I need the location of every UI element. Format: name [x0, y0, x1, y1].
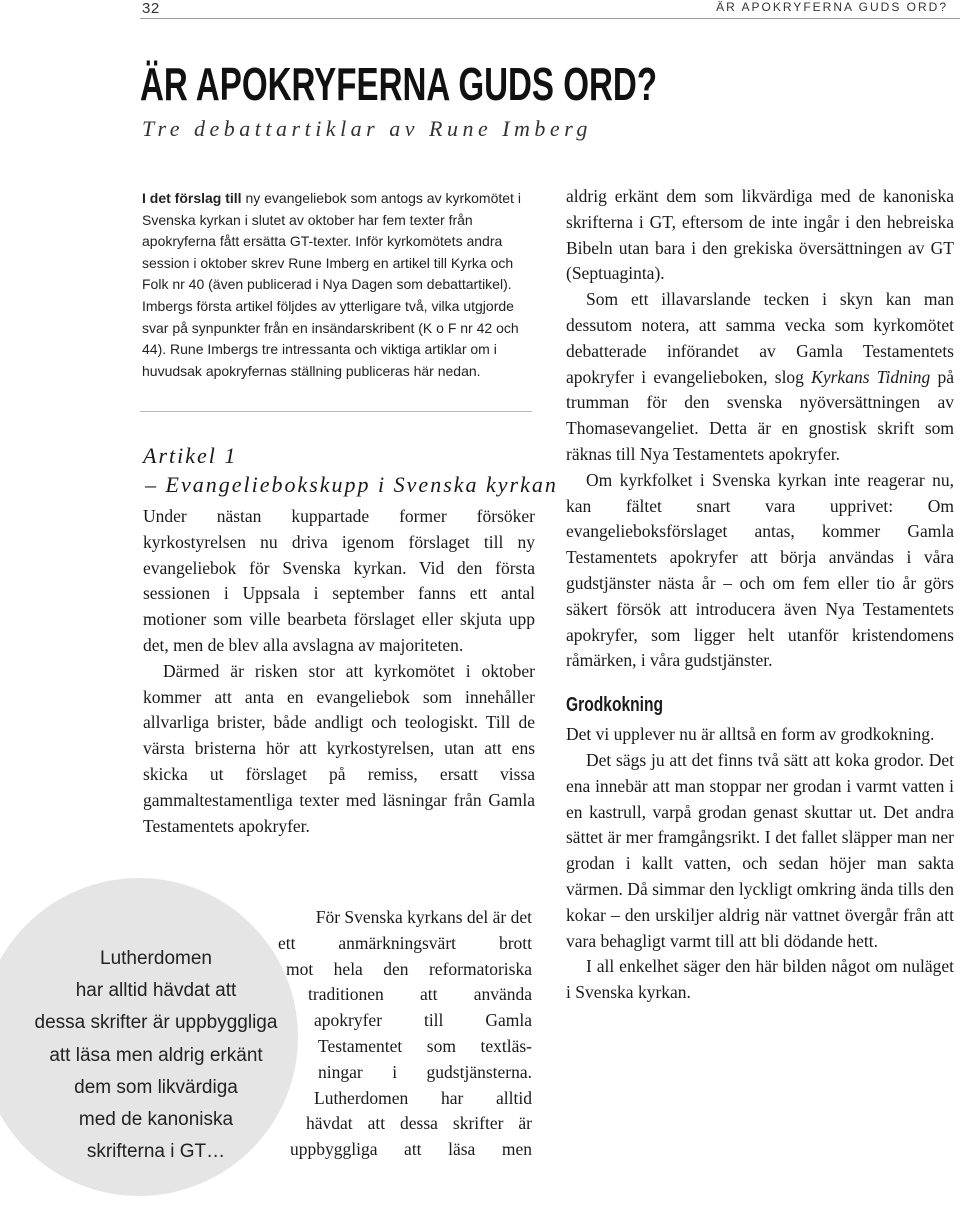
subtitle: Tre debattartiklar av Rune Imberg — [142, 116, 592, 141]
body-paragraph: I all enkelhet säger den här bilden något om nuläget i Svenska kyrkan. — [566, 956, 954, 1003]
text-run: på trumman för den svenska nyöversättningen av Thomasevangeliet. Detta är en gnostisk skrift som räknas till Nya Testamentets apokryfer. — [566, 366, 954, 464]
section-divider — [140, 411, 532, 412]
intro-lead: I det förslag till — [142, 190, 242, 206]
running-title: ÄR APOKRYFERNA GUDS ORD? — [716, 0, 948, 14]
article-column-1 — [143, 504, 535, 839]
intro-paragraph — [142, 188, 534, 382]
body-paragraph: Under nästan kuppartade former försöker kyrkostyrelsen nu driva igenom förslaget till ny evangeliebok för Svenska kyrkan. Vid den första sessionen i Uppsala i september fanns ett antal motioner som ville bearbeta förslaget eller skjuta upp det, men de blev alla avslagna av majoriteten. — [143, 506, 535, 655]
body-paragraph: Det sägs ju att det finns två sätt att koka grodor. Det ena innebär att man stoppar ner grodan i varmt vatten i en kastrull, varpå grodan genast skuttar ut. Det andra sättet är mer framgångsrikt. I det fallet släpper man ner grodan i kallt vatten, och sedan höjer man sakta värmen. Då simmar den lyckligt omkring ända tills den kokar – den urskiljer aldrig när vattnet övergår från att vara behagligt varmt till att bli dödande hett. — [566, 749, 954, 951]
body-paragraph — [566, 287, 954, 468]
intro-text: ny evangeliebok som antogs av kyrkomötet i Svenska kyrkan i slutet av oktober har fem texter från apokryferna fått ersätta GT-texter. Inför kyrkomötets andra session i oktober skrev Rune Imberg en artikel till Kyrka och Folk nr 40 (även publicerad i Nya Dagen som debattartikel). Imbergs första artikel följdes av ytterligare två, vilka utgjorde svar på synpunkter från en insändarskribent (K o F nr 42 och 44). Rune Imbergs tre intressanta och viktiga artiklar om i huvudsak apokryfernas ställning publiceras här nedan. — [142, 190, 521, 379]
text-line: ningar i gudstjänsterna. — [318, 1061, 532, 1082]
text-run: Som ett illavarslande tecken i skyn kan man dessutom notera, att samma vecka som kyrkomötet debatterade införandet av Gamla Testamentets apokryfer i evangelieboken, slog — [566, 289, 954, 387]
pull-quote-line: med de kanoniska — [78, 1109, 234, 1131]
text-line: apokryfer till Gamla — [314, 1010, 532, 1031]
pull-quote-line: skrifterna i GT… — [86, 1141, 226, 1163]
text-line: Lutherdomen har alltid — [314, 1087, 532, 1108]
page-number: 32 — [142, 0, 160, 17]
article-number: Artikel 1 — [143, 443, 238, 468]
section-heading: Grodkokning — [566, 694, 664, 717]
text-line: hävdat att dessa skrifter är — [306, 1113, 532, 1134]
body-paragraph: Därmed är risken stor att kyrkomötet i oktober kommer att anta en evangeliebok som innehåller allvarliga brister, både andligt och teologiskt. Till de värsta bristerna hör att kyrkostyrelsen, utan att ens skicka ut förslaget på remiss, ersatt vissa gammaltestamentliga texter med läsningar från Gamla Testamentets apokryfer. — [143, 660, 535, 836]
pull-quote-line: dessa skrifter är uppbyggliga — [34, 1012, 278, 1034]
pull-quote — [16, 943, 296, 1168]
body-paragraph: aldrig erkänt dem som likvärdiga med de kanoniska skrifterna i GT, eftersom de inte ingår i den hebreiska Bibeln utan bara i den grekiska översättningen av GT (Septuaginta). — [566, 186, 954, 284]
article-column-2 — [566, 184, 954, 1006]
publication-name: Kyrkans Tidning — [811, 366, 931, 387]
pull-quote-line: Lutherdomen — [100, 948, 212, 969]
pull-quote-line: att läsa men aldrig erkänt — [49, 1044, 263, 1066]
page-title: ÄR APOKRYFERNA GUDS ORD? — [140, 58, 658, 110]
text-line: Testamentet som textläs- — [318, 1035, 532, 1056]
pull-quote-line: har alltid hävdat att — [75, 980, 237, 1002]
article-column-1-tail — [260, 905, 532, 1163]
header-rule — [140, 18, 960, 19]
body-paragraph: Det vi upplever nu är alltså en form av grodkokning. — [566, 724, 935, 745]
body-paragraph: Om kyrkfolket i Svenska kyrkan inte reagerar nu, kan fältet snart vara upprivet: Om evangelieboksförslaget antas, kommer Gamla Testamentets apokryfer att börja användas i våra gudstjänster nästa år – och om fem eller tio år görs säkert försök att introducera även Nya Testamentets apokryfer, som ligger helt utanför kristendomens råmärken, i våra gudstjänster. — [566, 469, 954, 671]
text-line: uppbyggliga att läsa men — [290, 1139, 532, 1160]
article-title: – Evangeliebokskupp i Svenska kyrkan — [145, 472, 558, 497]
text-line: För Svenska kyrkans del är det — [315, 907, 532, 927]
text-line: traditionen att använda — [308, 984, 532, 1005]
body-paragraph — [260, 905, 532, 1163]
pull-quote-line: dem som likvärdiga — [74, 1076, 238, 1098]
text-line: mot hela den reformatoriska — [286, 958, 532, 979]
text-line: ett anmärkningsvärt brott — [278, 932, 532, 953]
